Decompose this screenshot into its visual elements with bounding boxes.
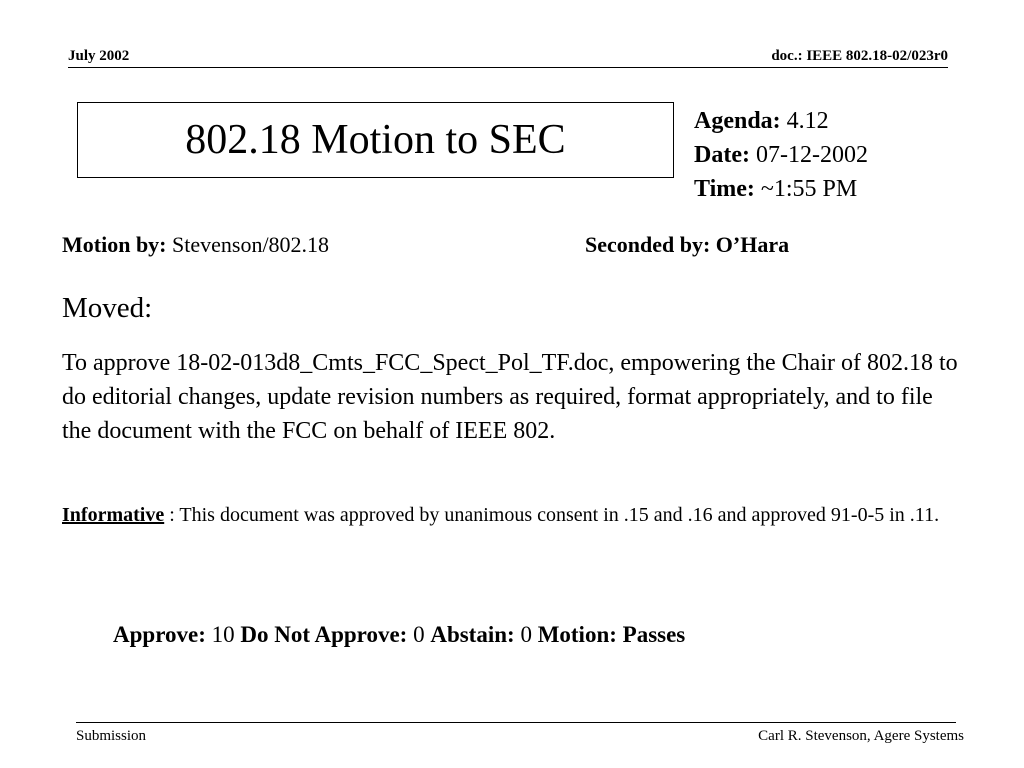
date-value: 07-12-2002 [749,142,868,168]
footer-author: Carl R. Stevenson, Agere Systems [758,728,964,744]
informative-label: Informative [62,504,165,526]
moved-heading: Moved: [62,292,153,324]
footer-submission: Submission [76,728,147,744]
motion-by-label: Motion by: [62,232,167,257]
moved-body: To approve 18-02-013d8_Cmts_FCC_Spect_Pol_TF.doc, empowering the Chair of 802.18 to do editorial changes, update revision numbers as required, format appropriately, and to file the document with the FCC on behalf of IEEE 802. [62,350,958,444]
approve-label: Approve: [113,622,206,647]
meta-block [694,104,868,206]
seconded-by: Seconded by: O’Hara [585,232,790,257]
motion-by-value: Stevenson/802.18 [166,232,330,257]
vote-result [113,622,685,648]
time-value: ~1:55 PM [754,176,858,202]
slide-title: 802.18 Motion to SEC [185,117,566,163]
footer-divider [76,722,956,723]
agenda-value: 4.12 [780,108,829,134]
abstain-label: Abstain: [430,622,515,647]
agenda-label: Agenda: [694,108,781,134]
agenda-row [694,104,868,138]
header-date: July 2002 [68,48,130,64]
time-row [694,172,868,206]
motion-by [62,232,329,258]
date-row [694,138,868,172]
approve-value: 10 [205,622,241,647]
informative-note [62,500,962,530]
time-label: Time: [694,176,755,202]
not-approve-label: Do Not Approve: [240,622,408,647]
date-label: Date: [694,142,750,168]
header-divider [68,67,948,68]
not-approve-value: 0 [407,622,431,647]
informative-text: : This document was approved by unanimous consent in .15 and .16 and approved 91-0-5 in .11. [164,504,940,526]
motion-result: Motion: Passes [537,622,686,647]
abstain-value: 0 [514,622,538,647]
title-box [77,102,674,178]
header-doc-id: doc.: IEEE 802.18-02/023r0 [771,48,948,64]
